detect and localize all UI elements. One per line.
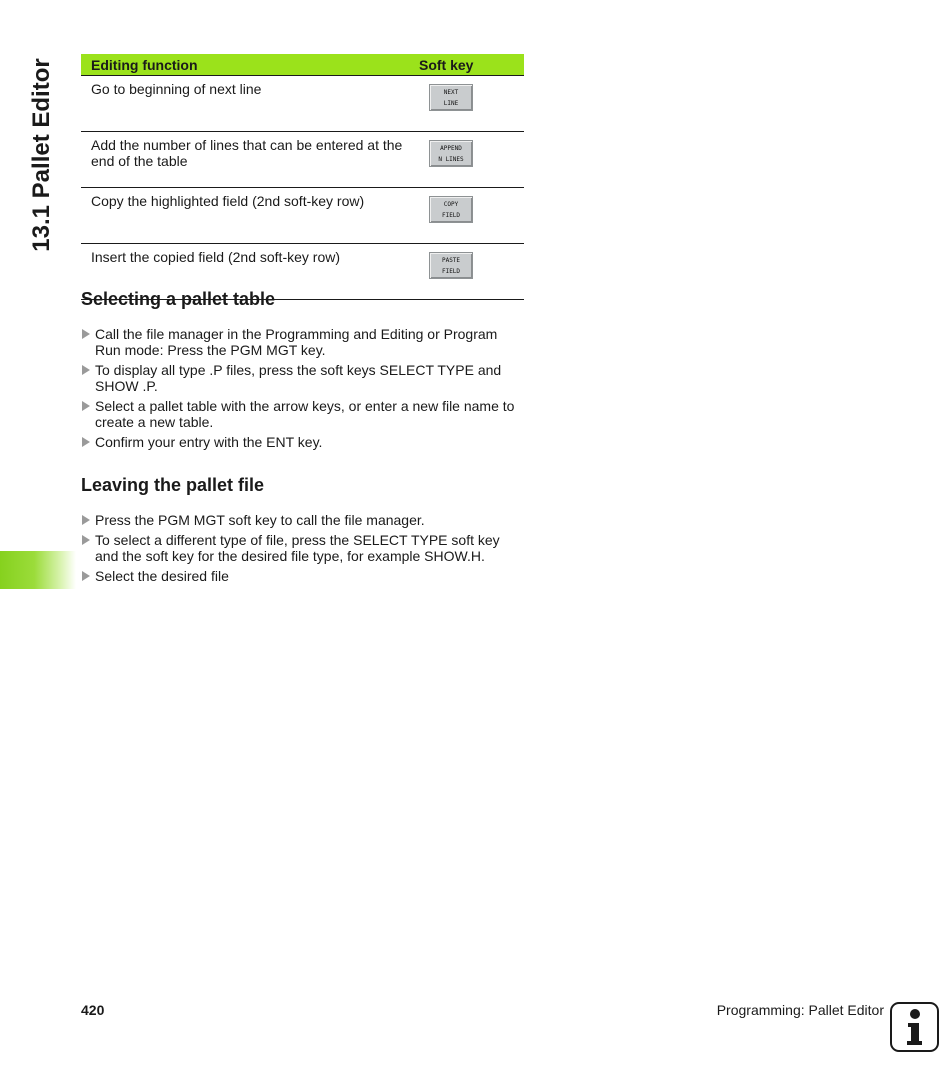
softkey-paste-field[interactable] [429,252,473,279]
editing-functions-table [81,54,524,300]
table-row [81,76,524,132]
step-text: Press the PGM MGT soft key to call the file manager. [95,512,425,528]
triangle-bullet-icon [82,571,90,581]
function-description: Add the number of lines that can be entered at the end of the table [81,132,419,188]
chapter-tab-marker [0,551,76,589]
softkey-label: NEXT [443,89,459,96]
chapter-side-title-text: 13.1 Pallet Editor [28,58,55,252]
info-glyph [892,1004,937,1050]
column-header-softkey: Soft key [419,54,524,76]
softkey-label: COPY [443,201,459,208]
triangle-bullet-icon [82,535,90,545]
step-text: To select a different type of file, press the SELECT TYPE soft key and the soft key for the desired file type, for example SHOW.H. [95,532,500,564]
softkey-label: FIELD [441,268,461,275]
softkey-label: N LINES [438,156,464,163]
step-text: To display all type .P files, press the soft keys SELECT TYPE and SHOW .P. [95,362,502,394]
list-item [81,398,526,430]
footer-chapter-title: Programming: Pallet Editor [716,1002,884,1018]
list-item [81,326,526,358]
list-item [81,434,526,450]
triangle-bullet-icon [82,401,90,411]
triangle-bullet-icon [82,515,90,525]
list-item [81,532,526,564]
step-text: Select the desired file [95,568,229,584]
function-description: Copy the highlighted field (2nd soft-key row) [81,188,419,244]
softkey-label: FIELD [441,212,461,219]
table-row [81,132,524,188]
page-number: 420 [81,1002,105,1018]
list-item [81,512,526,528]
list-item [81,362,526,394]
triangle-bullet-icon [82,365,90,375]
function-description: Go to beginning of next line [81,76,419,132]
softkey-label: LINE [443,100,459,107]
column-header-function: Editing function [81,54,419,76]
chapter-side-title [26,50,58,260]
softkey-next-line[interactable] [429,84,473,111]
table-row [81,188,524,244]
list-item [81,568,526,584]
softkey-copy-field[interactable] [429,196,473,223]
section-heading-leave: Leaving the pallet file [81,475,265,495]
select-steps-list [81,326,526,454]
info-icon [890,1002,939,1052]
triangle-bullet-icon [82,329,90,339]
softkey-append-n-lines[interactable] [429,140,473,167]
function-description: Insert the copied field (2nd soft-key row) [81,244,419,300]
softkey-label: PASTE [441,257,461,264]
table-header-row [81,54,524,76]
section-heading-select: Selecting a pallet table [81,289,276,309]
triangle-bullet-icon [82,437,90,447]
step-text: Call the file manager in the Programming and Editing or Program Run mode: Press the PGM MGT key. [95,326,498,358]
leave-steps-list [81,512,526,588]
step-text: Confirm your entry with the ENT key. [95,434,323,450]
softkey-label: APPEND [440,145,462,152]
step-text: Select a pallet table with the arrow keys, or enter a new file name to create a new table. [95,398,515,430]
